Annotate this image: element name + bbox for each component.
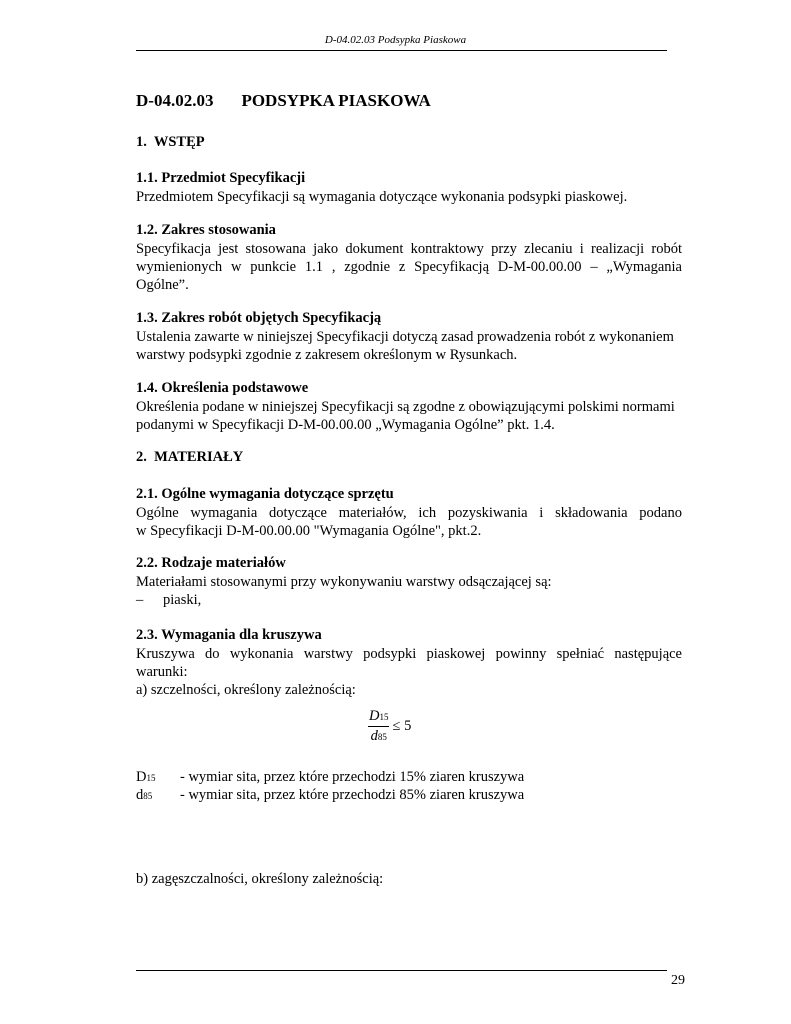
section-2-1-heading: 2.1. Ogólne wymagania dotyczące sprzętu [136, 486, 394, 502]
section-2-3-line-2: warunki: [136, 664, 188, 680]
section-1-2-heading: 1.2. Zakres stosowania [136, 222, 276, 238]
footer-rule [136, 970, 667, 971]
formula-numerator: D15 [368, 708, 389, 727]
section-1-3-heading: 1.3. Zakres robót objętych Specyfikacją [136, 310, 382, 326]
section-1-3-line-2: warstwy podsypki zgodnie z zakresem określonym w Rysunkach. [136, 347, 518, 363]
definition-symbol-d85: d85 [136, 787, 153, 803]
section-1-3-line-1: Ustalenia zawarte w niniejszej Specyfikacji dotyczą zasad prowadzenia robót z wykonaniem [136, 329, 674, 345]
item-a-text: a) szczelności, określony zależnością: [136, 682, 356, 698]
section-1-1-text: Przedmiotem Specyfikacji są wymagania dotyczące wykonania podsypki piaskowej. [136, 189, 628, 205]
section-2-1-line-2: w Specyfikacji D-M-00.00.00 "Wymagania Ogólne", pkt.2. [136, 523, 482, 539]
section-2-3-line-1: Kruszywa do wykonania warstwy podsypki piaskowej powinny spełniać następujące [136, 646, 682, 662]
formula-relation: ≤ 5 [392, 718, 412, 734]
header-rule [136, 50, 667, 51]
bullet-item: piaski, [163, 592, 202, 608]
title-code: D-04.02.03 [136, 91, 214, 110]
definition-text-d15: - wymiar sita, przez które przechodzi 15% ziaren kruszywa [180, 769, 525, 785]
section-1-2-line-1: Specyfikacja jest stosowana jako dokument kontraktowy przy zlecaniu i realizacji robót [136, 241, 682, 257]
page-number: 29 [671, 973, 685, 988]
bullet-dash: – [136, 592, 144, 608]
running-header: D-04.02.03 Podsypka Piaskowa [324, 34, 467, 46]
section-1-4-line-1: Określenia podane w niniejszej Specyfikacji są zgodne z obowiązującymi polskimi normami [136, 399, 675, 415]
document-title [136, 91, 431, 111]
section-2-2-text: Materiałami stosowanymi przy wykonywaniu warstwy odsączającej są: [136, 574, 552, 590]
title-name: PODSYPKA PIASKOWA [241, 91, 431, 110]
section-1-heading: 1. WSTĘP [136, 134, 205, 150]
section-1-4-line-2: podanymi w Specyfikacji D-M-00.00.00 „Wymagania Ogólne” pkt. 1.4. [136, 417, 555, 433]
section-2-1-line-1: Ogólne wymagania dotyczące materiałów, ich pozyskiwania i składowania podano [136, 505, 682, 521]
section-2-2-heading: 2.2. Rodzaje materiałów [136, 555, 286, 571]
section-2-3-heading: 2.3. Wymagania dla kruszywa [136, 627, 322, 643]
section-1-4-heading: 1.4. Określenia podstawowe [136, 380, 309, 396]
section-2-heading: 2. MATERIAŁY [136, 449, 244, 465]
section-1-2-line-3: Ogólne”. [136, 277, 189, 293]
section-1-2-line-2: wymienionych w punkcie 1.1 , zgodnie z Specyfikacją D-M-00.00.00 – „Wymagania [136, 259, 682, 275]
formula-compaction [368, 708, 411, 745]
section-1-1-heading: 1.1. Przedmiot Specyfikacji [136, 170, 306, 186]
definition-symbol-d15: D15 [136, 769, 156, 785]
item-b-text: b) zagęszczalności, określony zależnością: [136, 871, 384, 887]
formula-fraction [368, 708, 389, 745]
formula-denominator: d85 [370, 728, 387, 744]
definition-text-d85: - wymiar sita, przez które przechodzi 85% ziaren kruszywa [180, 787, 525, 803]
